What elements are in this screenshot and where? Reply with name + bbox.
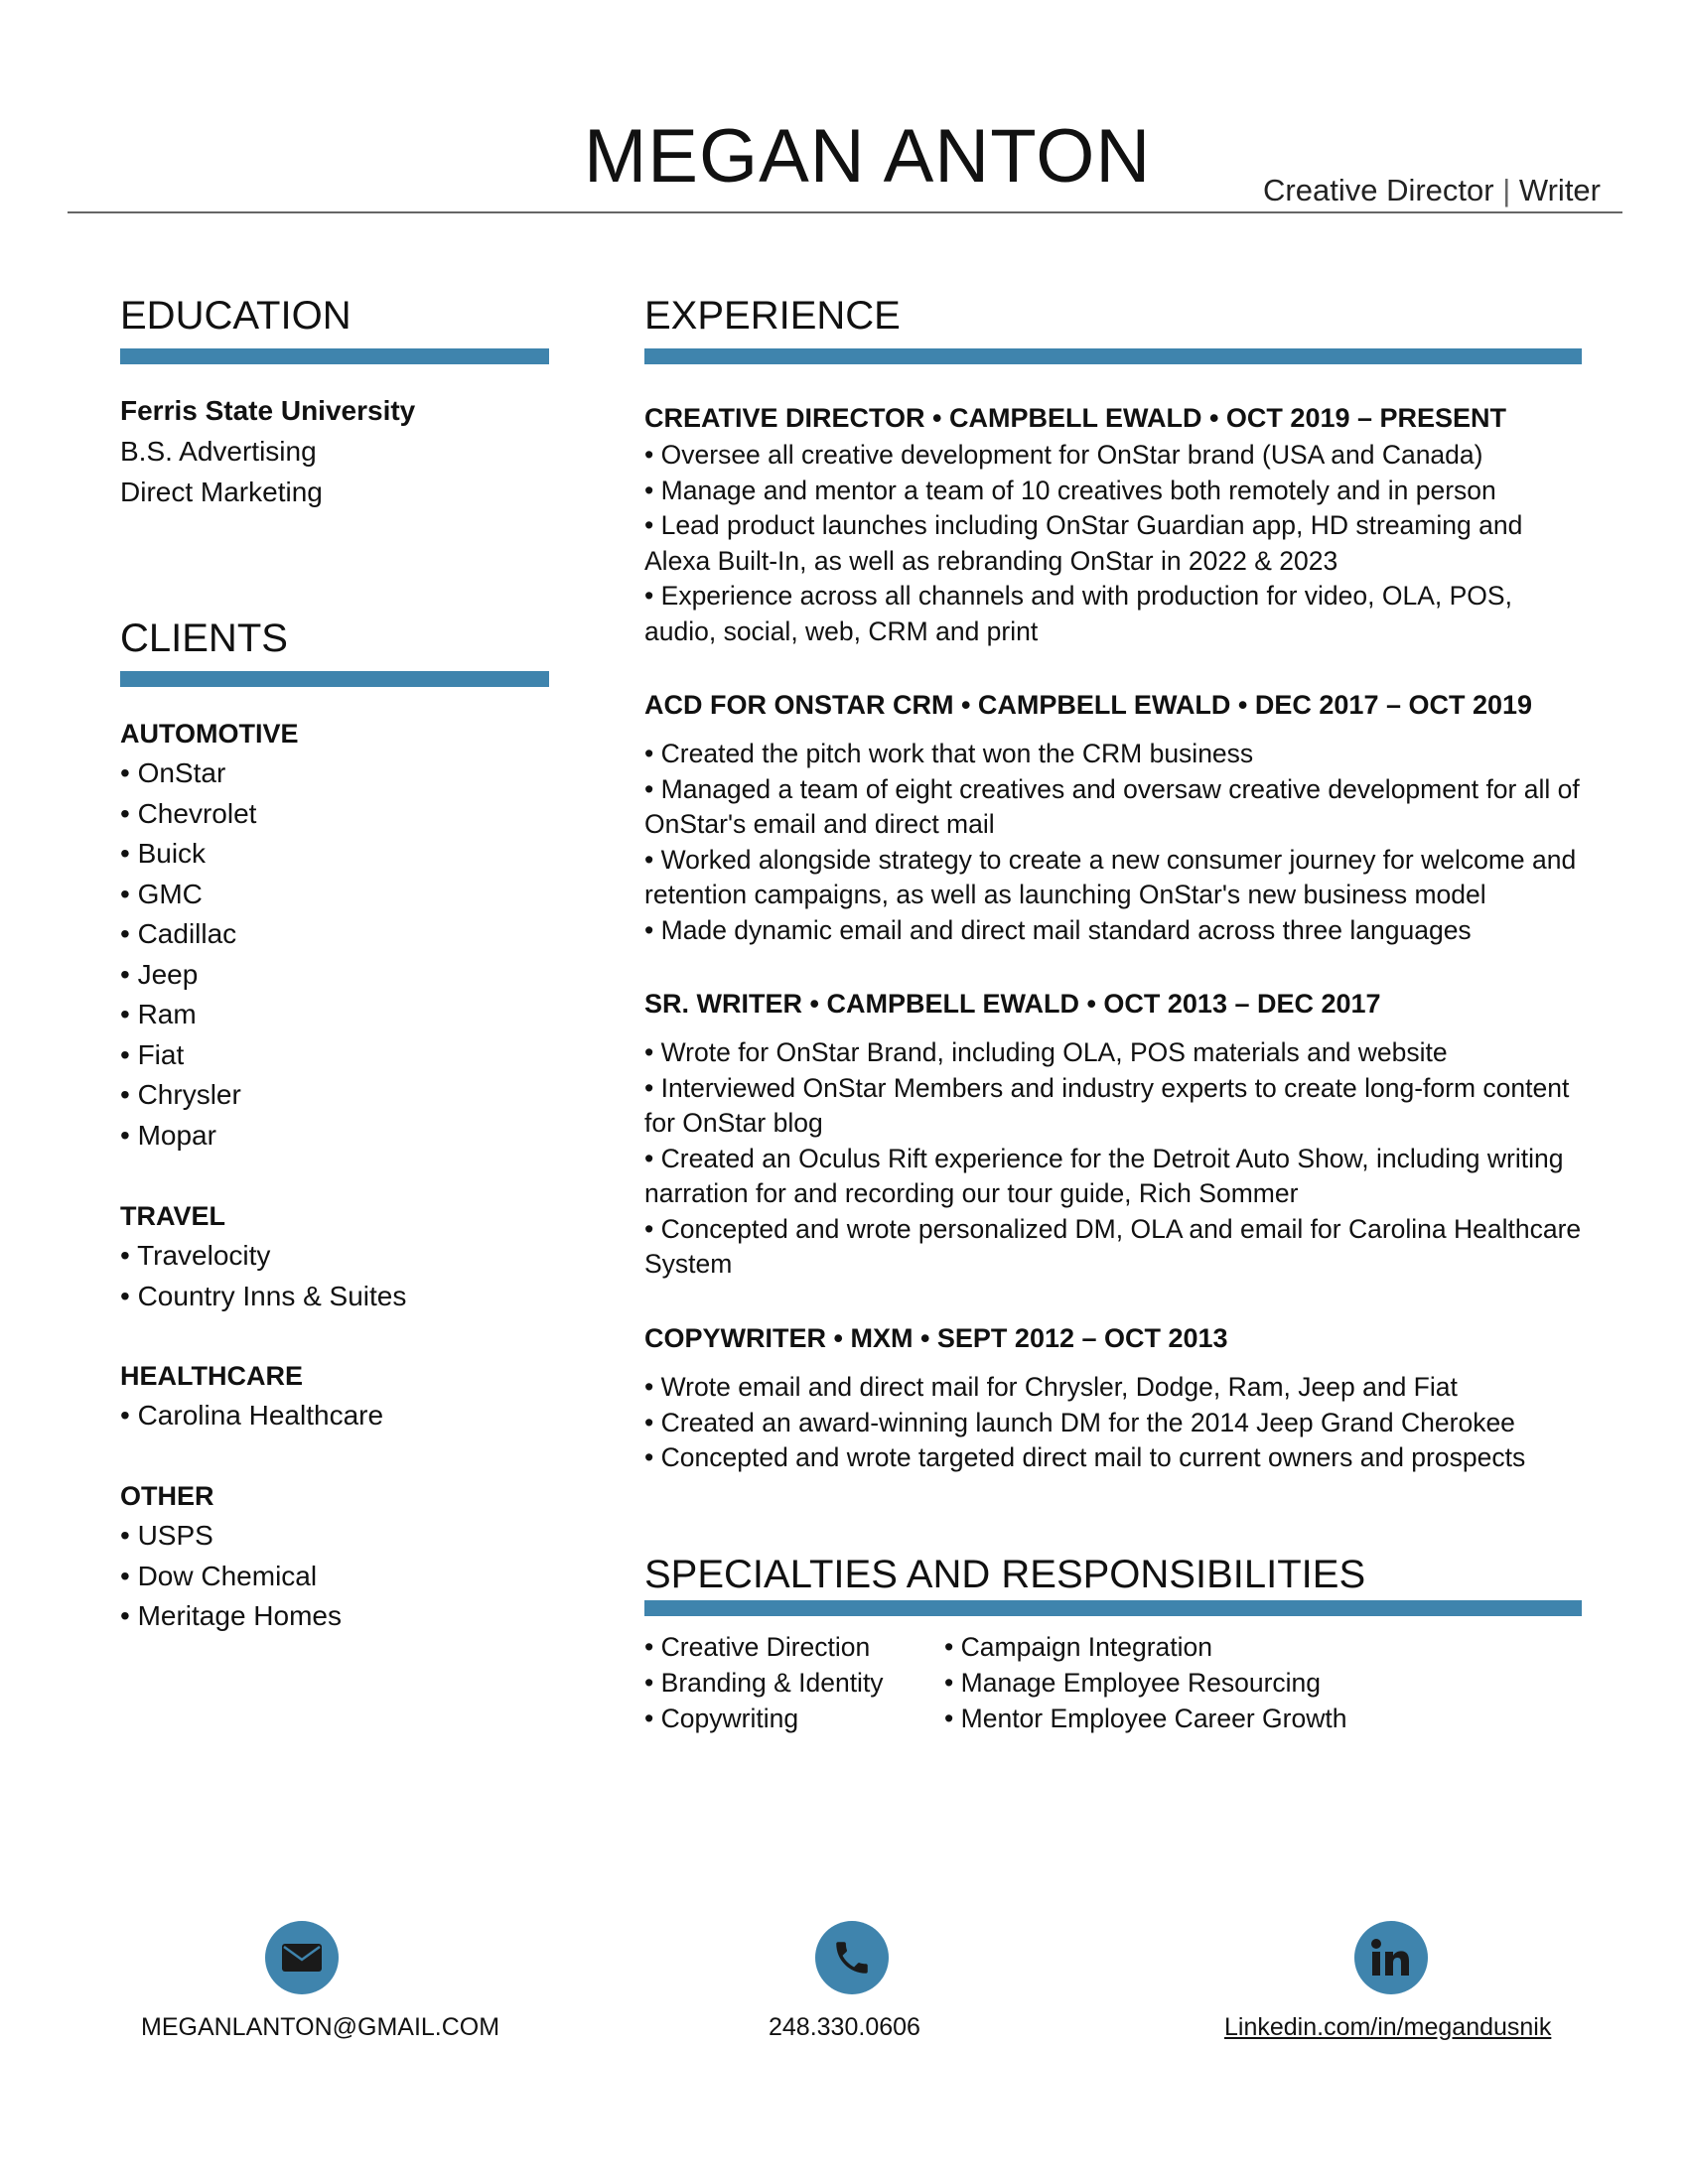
- envelope-icon-graphic: [281, 1943, 323, 1973]
- client-group-title: OTHER: [120, 1481, 214, 1511]
- job-entry: [644, 398, 1588, 649]
- job-bullets: [644, 1035, 1588, 1283]
- specialty-item: • Manage Employee Resourcing: [944, 1668, 1322, 1698]
- job-bullet: • Created an Oculus Rift experience for the Detroit Auto Show, including writing narration for and recording our tour guide, Rich Sommer: [644, 1143, 1564, 1208]
- client-item: • Ram: [120, 999, 197, 1029]
- clients-heading: CLIENTS: [120, 616, 288, 660]
- job-bullets: [644, 737, 1588, 948]
- contact-email[interactable]: MEGANLANTON@GMAIL.COM: [141, 2013, 500, 2041]
- client-group-title: TRAVEL: [120, 1201, 225, 1231]
- role-writer: Writer: [1518, 173, 1601, 207]
- job-bullet: • Concepted and wrote personalized DM, OLA and email for Carolina Healthcare System: [644, 1213, 1582, 1279]
- job-bullet: • Oversee all creative development for OnStar brand (USA and Canada): [644, 440, 1483, 470]
- client-group-title: HEALTHCARE: [120, 1361, 303, 1391]
- client-list: [120, 1396, 383, 1436]
- job-title: CREATIVE DIRECTOR • CAMPBELL EWALD • OCT 2019 – PRESENT: [644, 403, 1507, 433]
- job-bullet: • Wrote for OnStar Brand, including OLA, POS materials and website: [644, 1037, 1448, 1067]
- education-accent-bar: [120, 348, 549, 364]
- client-item: • Chrysler: [120, 1079, 241, 1110]
- client-list: [120, 753, 299, 1156]
- phone-icon-graphic: [831, 1937, 873, 1979]
- client-list: [120, 1516, 342, 1637]
- client-item: • Country Inns & Suites: [120, 1280, 407, 1311]
- job-bullet: • Worked alongside strategy to create a new consumer journey for welcome and retention campaigns, as well as launching OnStar's new business model: [644, 844, 1577, 909]
- client-item: • Travelocity: [120, 1240, 271, 1271]
- client-item: • Jeep: [120, 958, 199, 990]
- client-group-automotive: [120, 714, 299, 1156]
- client-list: [120, 1236, 406, 1316]
- role-creative-director: Creative Director: [1263, 173, 1494, 207]
- job-entry: [644, 1318, 1588, 1476]
- job-bullet: • Made dynamic email and direct mail standard across three languages: [644, 914, 1472, 945]
- job-title: COPYWRITER • MXM • SEPT 2012 – OCT 2013: [644, 1323, 1228, 1353]
- specialty-item: • Branding & Identity: [644, 1668, 884, 1698]
- client-item: • Chevrolet: [120, 797, 257, 829]
- specialties-column-1: [644, 1629, 884, 1736]
- linkedin-icon[interactable]: [1354, 1921, 1428, 1994]
- job-bullets: [644, 438, 1588, 649]
- job-title: SR. WRITER • CAMPBELL EWALD • OCT 2013 – DEC 2017: [644, 989, 1381, 1019]
- education-focus: Direct Marketing: [120, 477, 323, 507]
- specialty-item: • Creative Direction: [644, 1632, 871, 1662]
- client-item: • Cadillac: [120, 918, 237, 949]
- specialty-item: • Mentor Employee Career Growth: [944, 1704, 1347, 1733]
- job-bullet: • Experience across all channels and with production for video, OLA, POS, audio, social, web, CRM and print: [644, 581, 1512, 646]
- client-item: • USPS: [120, 1520, 213, 1551]
- client-item: • Mopar: [120, 1119, 216, 1151]
- candidate-name: MEGAN ANTON: [584, 114, 1152, 199]
- role-separator: |: [1502, 173, 1511, 207]
- job-bullets: [644, 1370, 1588, 1476]
- client-item: • Fiat: [120, 1038, 185, 1070]
- envelope-icon[interactable]: [265, 1921, 339, 1994]
- client-group-healthcare: [120, 1356, 383, 1436]
- experience-accent-bar: [644, 348, 1582, 364]
- education-details: [120, 390, 547, 512]
- client-item: • Dow Chemical: [120, 1560, 318, 1591]
- job-title: ACD FOR ONSTAR CRM • CAMPBELL EWALD • DEC 2017 – OCT 2019: [644, 690, 1533, 720]
- specialties-heading: SPECIALTIES AND RESPONSIBILITIES: [644, 1553, 1366, 1596]
- specialties-accent-bar: [644, 1600, 1582, 1616]
- clients-accent-bar: [120, 671, 549, 687]
- client-item: • Meritage Homes: [120, 1600, 342, 1631]
- job-entry: [644, 685, 1588, 948]
- client-group-title: AUTOMOTIVE: [120, 719, 299, 749]
- education-degree: B.S. Advertising: [120, 436, 317, 467]
- job-bullet: • Concepted and wrote targeted direct mail to current owners and prospects: [644, 1442, 1526, 1472]
- client-item: • Buick: [120, 838, 207, 869]
- job-bullet: • Created the pitch work that won the CRM business: [644, 739, 1254, 768]
- job-bullet: • Created an award-winning launch DM for the 2014 Jeep Grand Cherokee: [644, 1407, 1515, 1437]
- job-entry: [644, 984, 1588, 1283]
- linkedin-icon-graphic: [1370, 1938, 1412, 1978]
- job-bullet: • Manage and mentor a team of 10 creatives both remotely and in person: [644, 475, 1496, 505]
- client-group-travel: [120, 1196, 406, 1316]
- client-item: • Carolina Healthcare: [120, 1400, 384, 1431]
- specialties-column-2: [944, 1629, 1346, 1736]
- header-divider: [68, 211, 1622, 213]
- specialty-item: • Copywriting: [644, 1704, 799, 1733]
- experience-heading: EXPERIENCE: [644, 294, 901, 338]
- contact-phone[interactable]: 248.330.0606: [769, 2013, 920, 2041]
- job-bullet: • Wrote email and direct mail for Chrysler, Dodge, Ram, Jeep and Fiat: [644, 1372, 1458, 1402]
- client-item: • GMC: [120, 878, 203, 909]
- job-bullet: • Interviewed OnStar Members and industry experts to create long-form content for OnStar blog: [644, 1072, 1570, 1138]
- phone-icon[interactable]: [815, 1921, 889, 1994]
- contact-linkedin-link[interactable]: Linkedin.com/in/megandusnik: [1224, 2013, 1552, 2041]
- job-bullet: • Lead product launches including OnStar Guardian app, HD streaming and Alexa Built-In, as well as rebranding OnStar in 2022 & 2023: [644, 510, 1523, 576]
- candidate-role: [1263, 175, 1601, 205]
- specialty-item: • Campaign Integration: [944, 1632, 1213, 1662]
- job-bullet: • Managed a team of eight creatives and oversaw creative development for all of OnStar's email and direct mail: [644, 773, 1580, 839]
- client-item: • OnStar: [120, 757, 226, 788]
- education-heading: EDUCATION: [120, 294, 352, 338]
- education-school: Ferris State University: [120, 395, 416, 426]
- client-group-other: [120, 1476, 342, 1637]
